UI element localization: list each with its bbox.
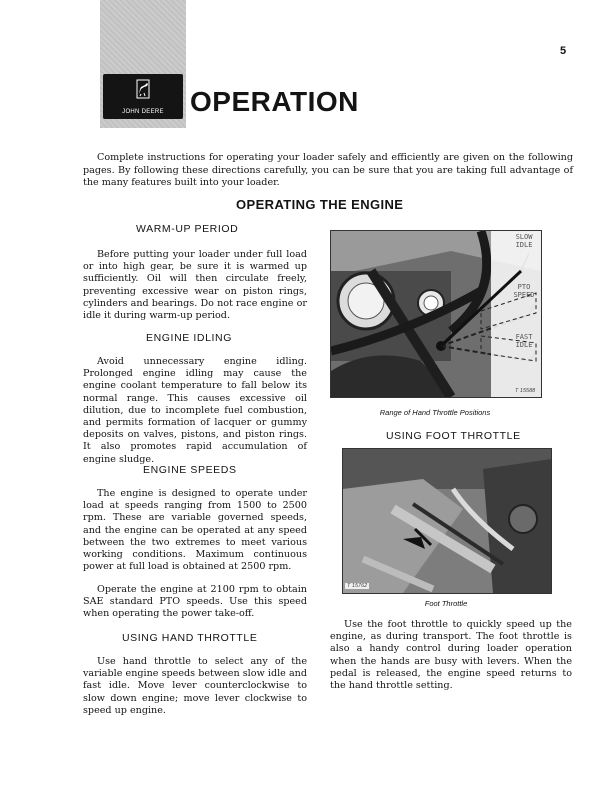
idling-heading: ENGINE IDLING [146,332,232,344]
main-heading: OPERATING THE ENGINE [236,197,404,212]
warmup-paragraph: Before putting your loader under full load or into high gear, be sure it is warmed up sufficiently. Oil will then circulate freely, preventing excessive wear on piston rings, cylinders and bearings. Do not race engine or idle it during warm-up period. [83,249,307,322]
foot-throttle-heading: USING FOOT THROTTLE [386,430,521,442]
figure1-caption: Range of Hand Throttle Positions [379,408,491,417]
speeds-paragraph-1: The engine is designed to operate under load at speeds ranging from 1500 to 2500 rpm. These are variable governed speeds, and the engine can be operated at any speed between the two extremes to meet various working conditions. Maximum continuous power at full load is obtained at 2500 rpm. [83,488,307,573]
john-deere-logo [103,74,183,119]
hand-throttle-photo [330,230,542,398]
idling-paragraph: Avoid unnecessary engine idling. Prolonged engine idling may cause the engine coolant temperature to fall below its normal range. This causes excessive oil dilution, due to incomplete fuel combustion, and permits formation of lacquer or gummy deposits on valves, pistons, and piston rings. It also promotes rapid accumulation of engine sludge. [83,356,307,465]
hand-throttle-paragraph: Use hand throttle to select any of the variable engine speeds between slow idle and fast idle. Move lever counterclockwise to slow down engine; move lever clockwise to speed up engine. [83,656,307,716]
foot-throttle-paragraph: Use the foot throttle to quickly speed up the engine, as during transport. The foot throttle is also a handy control during loader operation when the hands are busy with levers. When the pedal is released, the engine speed returns to the hand throttle setting. [330,619,572,692]
pto-speed-label: PTO SPEED [513,283,535,299]
page-number: 5 [560,45,567,57]
figure2-code: T 15762 [347,583,368,589]
figure1-code: T 15588 [515,388,536,394]
speeds-paragraph-2: Operate the engine at 2100 rpm to obtain SAE standard PTO speeds. Use this speed when operating the power take-off. [83,584,307,620]
page-title: OPERATION [190,86,359,117]
speeds-heading: ENGINE SPEEDS [143,464,237,476]
fast-idle-label: FAST IDLE [515,333,533,349]
figure2-caption: Foot Throttle [424,599,468,608]
foot-throttle-photo [342,448,552,594]
logo-text: JOHN DEERE [122,109,164,115]
intro-paragraph: Complete instructions for operating your loader safely and efficiently are given on the following pages. By following these directions carefully, you can be sure that you are taking full advantage of the many features built into your loader. [83,152,573,189]
hand-throttle-heading: USING HAND THROTTLE [122,632,258,644]
slow-idle-label: SLOW IDLE [515,233,533,249]
warmup-heading: WARM-UP PERIOD [136,223,239,235]
